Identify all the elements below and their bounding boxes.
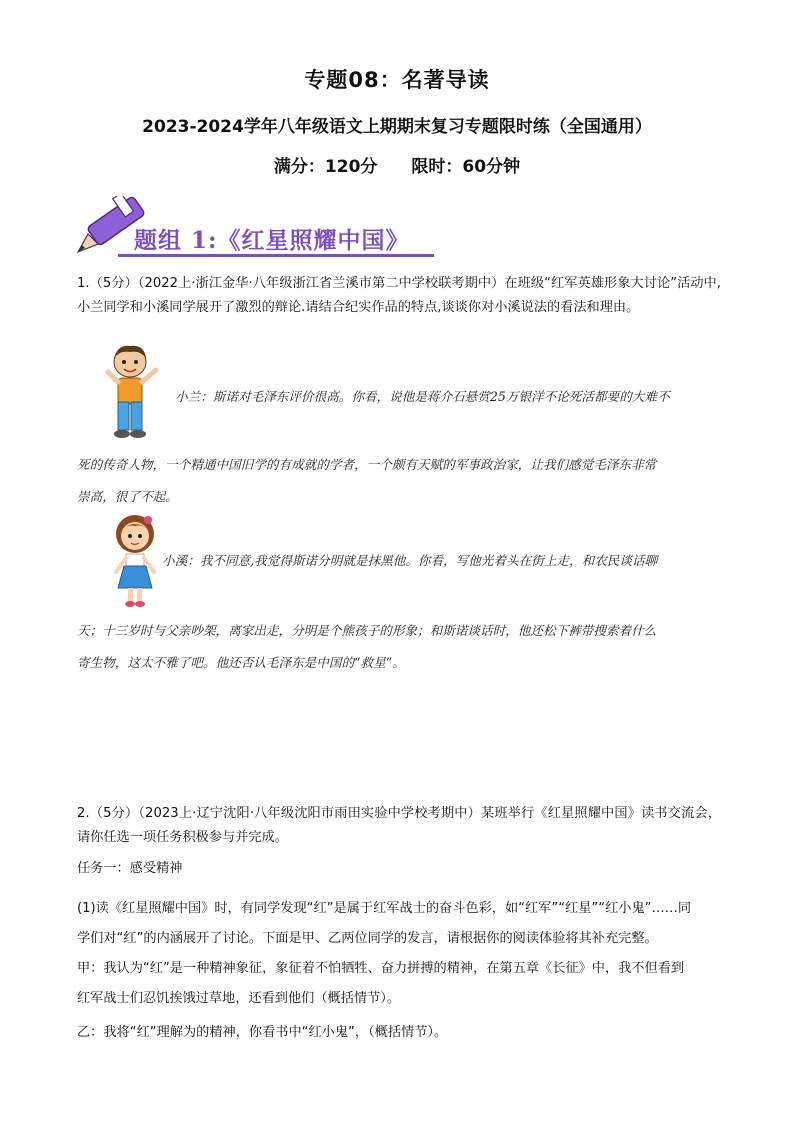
boy-illustration (100, 342, 166, 442)
xiaolan-line-2: 死的传奇人物，一个精通中国旧学的有成就的学者，一个颇有天赋的军事政治家，让我们感觉毛泽东非常 (77, 457, 657, 472)
xiaolan-line-3: 崇高，很了不起。 (77, 489, 178, 504)
xiaolan-line-1: 小兰：斯诺对毛泽东评价很高。你看，说他是蒋介石悬赏25万银洋不论死活都要的大难不 (175, 389, 670, 404)
xiaoxi-line-1: 小溪：我不同意,我觉得斯诺分明就是抹黑他。你看，写他光着头在街上走，和农民谈话聊 (162, 553, 658, 568)
score-time-line (0, 152, 794, 177)
score-label: 满分：120分 (273, 157, 378, 177)
jia-line-2: 红军战士们忍饥挨饿过草地，还看到他们（概括情节）。 (77, 991, 401, 1006)
page-subtitle: 2023-2024学年八年级语文上期期末复习专题限时练（全国通用） (142, 117, 652, 137)
xiaoxi-line-3: 寄生物，这太不雅了吧。他还否认毛泽东是中国的“救星”。 (77, 655, 405, 670)
question-2-text: 2.（5分）（2023上·辽宁沈阳·八年级沈阳市雨田实验中学校考期中）某班举行《红星照耀中国》读书交流会，请你任选一项任务积极参与并完成。 (77, 806, 721, 845)
question-1-text: 1.（5分）（2022上·浙江金华·八年级浙江省兰溪市第二中学校联考期中）在班级“红军英雄形象大讨论”活动中,小兰同学和小溪同学展开了激烈的辩论.请结合纪实作品的特点,谈谈你对小溪说法的看法和理由。 (77, 276, 721, 315)
item-1-line-1: (1)读《红星照耀中国》时，有同学发现“红”是属于红军战士的奋斗色彩，如“红军”“红星”“红小鬼”……同 (77, 901, 692, 916)
item-1-line-2: 学们对“红”的内涵展开了讨论。下面是甲、乙两位同学的发言，请根据你的阅读体验将其补充完整。 (77, 931, 658, 946)
time-label: 限时：60分钟 (411, 157, 521, 177)
page-title: 专题08：名著导读 (304, 68, 490, 92)
task-1-title: 任务一：感受精神 (77, 861, 183, 876)
xiaoxi-line-2: 天；十三岁时与父亲吵架，离家出走，分明是个熊孩子的形象；和斯诺谈话时，他还松下裤带搜索着什么 (77, 623, 657, 638)
group-label: 题组 1:《红星照耀中国》 (134, 227, 410, 254)
jia-line-1: 甲：我认为“红”是一种精神象征，象征着不怕牺牲、奋力拼搏的精神，在第五章《长征》中，我不但看到 (77, 961, 685, 976)
yi-line-1: 乙：我将“红”理解为的精神，你看书中“红小鬼”，（概括情节）。 (77, 1025, 448, 1040)
girl-illustration (106, 512, 164, 610)
group-underline (118, 254, 434, 257)
